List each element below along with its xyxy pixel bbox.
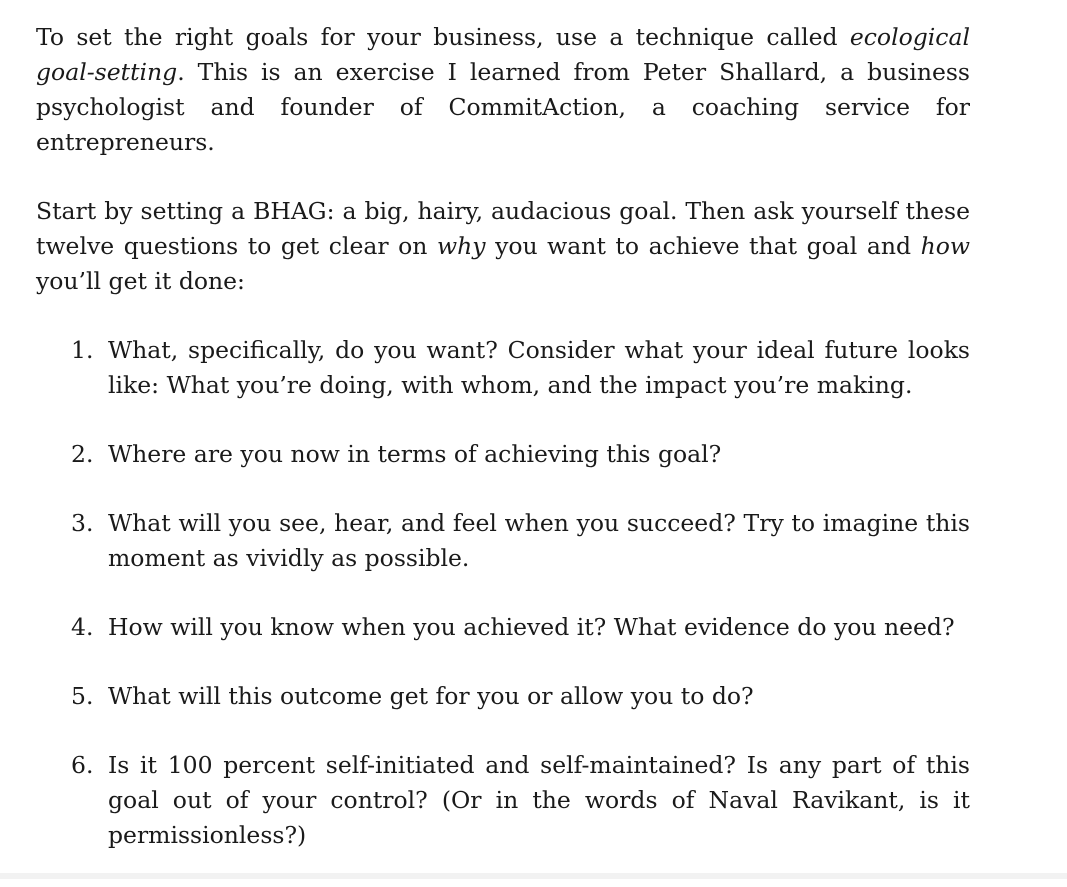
list-item xyxy=(36,333,970,403)
list-item-text: What will this outcome get for you or allow you to do? xyxy=(108,682,754,710)
list-item xyxy=(36,610,970,645)
list-item-text: What will you see, hear, and feel when you succeed? Try to imagine this moment as vividly as possible. xyxy=(108,509,970,572)
list-item xyxy=(36,506,970,576)
list-item-text: Where are you now in terms of achieving this goal? xyxy=(108,440,722,468)
bhag-emphasis-how: how xyxy=(920,232,971,260)
intro-paragraph xyxy=(36,20,970,160)
bhag-paragraph xyxy=(36,194,970,299)
intro-text-a: To set the right goals for your business, use a technique called xyxy=(36,23,850,51)
list-item-number: 5. xyxy=(71,682,94,710)
list-item-number: 2. xyxy=(71,440,94,468)
page-bottom-divider xyxy=(0,873,1067,879)
list-item-number: 3. xyxy=(71,509,94,537)
document-page xyxy=(36,20,970,887)
bhag-text-a: Start by setting a BHAG: a big, hairy, audacious goal. Then ask yourself these twelve questions to get clear on xyxy=(36,197,970,260)
bhag-text-c: you’ll get it done: xyxy=(36,267,245,295)
list-item-text: What, specifically, do you want? Consider what your ideal future looks like: What you’re doing, with whom, and the impact you’re making. xyxy=(108,336,970,399)
list-item xyxy=(36,437,970,472)
questions-list xyxy=(36,333,970,853)
list-item xyxy=(36,748,970,853)
list-item-text: Is it 100 percent self-initiated and self-maintained? Is any part of this goal out of your control? (Or in the words of Naval Ravikant, is it permissionless?) xyxy=(108,751,970,849)
intro-emphasis-ecological: ecological goal-setting xyxy=(36,23,970,86)
list-item-text: How will you know when you achieved it? What evidence do you need? xyxy=(108,613,955,641)
bhag-text-b: you want to achieve that goal and xyxy=(485,232,921,260)
bhag-emphasis-why: why xyxy=(437,232,486,260)
list-item-number: 1. xyxy=(71,336,94,364)
list-item xyxy=(36,679,970,714)
list-item-number: 4. xyxy=(71,613,94,641)
intro-text-b: . This is an exercise I learned from Peter Shallard, a business psychologist and founder of CommitAction, a coaching service for entrepreneurs. xyxy=(36,58,970,156)
list-item-number: 6. xyxy=(71,751,94,779)
